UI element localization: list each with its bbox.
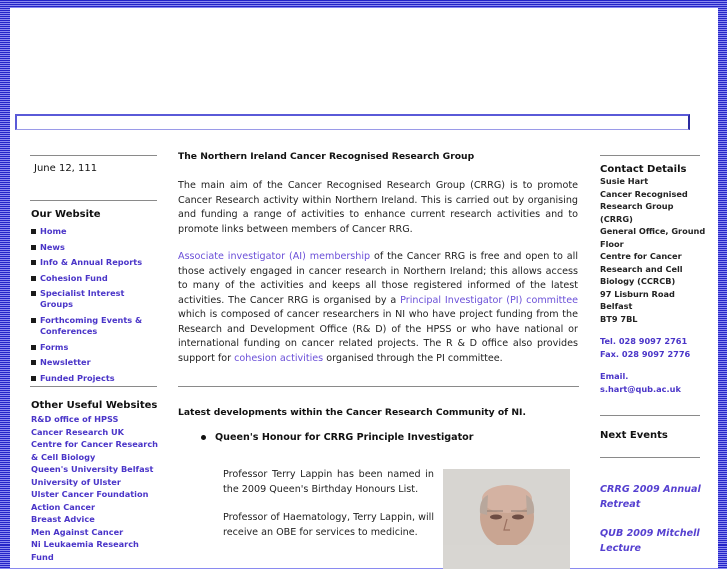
external-link[interactable]: Action Cancer [31,501,96,512]
menu-item[interactable]: Specialist Interest Groups [30,288,158,310]
our-website-title: Our Website [31,209,101,220]
external-link[interactable]: Ni Leukaemia Research Fund [31,539,139,562]
divider [30,155,157,156]
news-headline: Queen's Honour for CRRG Principle Investigator [201,432,473,443]
navigation-bar [15,114,690,130]
contact-tel: Tel. 028 9097 2761 [600,336,688,346]
external-link[interactable]: Men Against Cancer [31,526,124,537]
divider [30,200,157,201]
external-link[interactable]: Ulster Cancer Foundation [31,489,149,499]
menu-item[interactable]: Cohesion Fund [30,273,158,284]
intro-paragraph: The main aim of the Cancer Recognised Research Group (CRRG) is to promote Cancer Research activity within Northern Ireland. This is carried out by organising and funding a range of activities to enhance current research activities and to promote links between members of Cancer RRG. [178,180,578,235]
latest-developments-title: Latest developments within the Cancer Research Community of NI. [178,407,526,418]
portrait-image [443,469,570,545]
external-link[interactable]: University of Ulster [31,476,121,487]
contact-title: Contact Details [600,164,687,175]
menu-item[interactable]: News [30,242,158,253]
event-link-retreat[interactable]: CRRG 2009 Annual Retreat [600,484,701,510]
menu-item[interactable]: Home [30,226,158,237]
cohesion-activities-link[interactable]: cohesion activities [234,352,324,364]
contact-address [600,175,708,325]
other-websites-title: Other Useful Websites [31,400,158,411]
event-link-lecture[interactable]: QUB 2009 Mitchell Lecture [600,528,700,554]
contact-line: 97 Lisburn Road [600,288,675,299]
menu-item[interactable]: Info & Annual Reports [30,257,158,268]
contact-line: General Office, Ground Floor [600,226,706,249]
external-link[interactable]: Breast Advice [31,514,95,524]
our-website-menu [30,226,158,388]
page-title: The Northern Ireland Cancer Recognised Research Group [178,151,475,162]
menu-item[interactable]: Newsletter [30,357,158,368]
next-events-title: Next Events [600,430,668,441]
divider [178,386,579,387]
other-websites-list [31,413,163,563]
divider [30,386,157,387]
contact-email-label: Email. [600,371,629,381]
bullet-icon [201,435,206,440]
menu-item[interactable]: Forms [30,342,158,353]
ai-membership-link[interactable]: Associate investigator (AI) membership [178,251,371,262]
contact-fax: Fax. 028 9097 2776 [600,348,691,359]
contact-line: Cancer Recognised Research Group (CRRG) [600,188,688,224]
contact-line: Susie Hart [600,176,649,186]
contact-line: Belfast [600,301,633,311]
contact-line: Centre for Cancer Research and Cell Biology (CCRCB) [600,251,683,286]
divider [600,457,700,458]
news-paragraph-2: Professor of Haematology, Terry Lappin, will receive an OBE for services to medicine. [223,512,434,538]
contact-details [600,175,708,395]
external-link[interactable]: Cancer Research UK [31,426,125,437]
header-banner [10,8,718,120]
menu-item[interactable]: Forthcoming Events & Conferences [30,315,158,337]
news-paragraph-1: Professor Terry Lappin has been named in the 2009 Queen's Birthday Honours List. [223,469,434,495]
date-display: June 12, 111 [34,163,98,174]
external-link[interactable]: Centre for Cancer Research & Cell Biology [31,439,159,462]
divider [600,415,700,416]
contact-line: BT9 7BL [600,313,638,324]
membership-paragraph: Associate investigator (AI) membership of the Cancer RRG is free and open to all those actively engaged in cancer research in Northern Ireland; this allows access to many of the activities and keeps all those registered informed of the latest activities. The Cancer RRG is organised by a Principal Investigator (PI) committee which is composed of cancer researchers in NI who have project funding from the Research and Development Office (R& D) of the HPSS or who have national or international funding on cancer related projects. The R & D office also provides support for cohesion activities organised through the PI committee. [178,251,578,364]
portrait-photo [443,469,570,569]
external-link[interactable]: R&D office of HPSS [31,414,119,424]
menu-item[interactable]: Funded Projects [30,373,158,384]
pi-committee-link[interactable]: Principal Investigator (PI) committee [400,294,578,306]
divider [600,155,700,156]
contact-email-link[interactable]: s.hart@qub.ac.uk [600,383,681,394]
external-link[interactable]: Queen's University Belfast [31,464,154,474]
